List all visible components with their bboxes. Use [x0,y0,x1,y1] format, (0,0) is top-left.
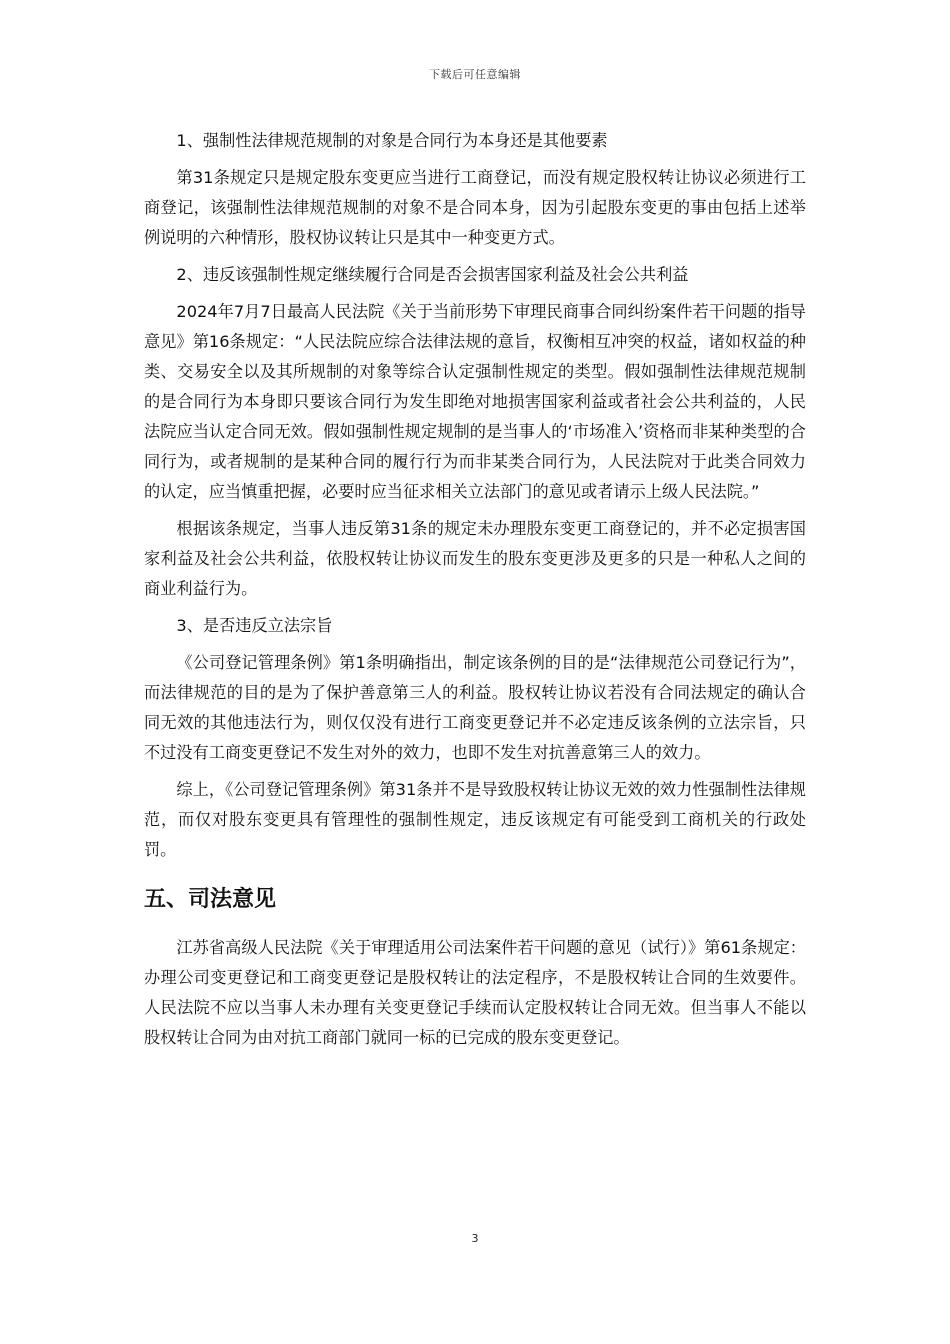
subheading-1: 1、强制性法律规范规制的对象是合同行为本身还是其他要素 [176,131,608,150]
section-heading: 五、司法意见 [144,887,277,912]
paragraph-4: 《公司登记管理条例》第1条明确指出，制定该条例的目的是“法律规范公司登记行为”，而法律规范的目的是为了保护善意第三人的利益。股权转让协议若没有合同法规定的确认合同无效的其他违法行为，则仅仅没有进行工商变更登记并不必定违反该条例的立法宗旨，只不过没有工商变更登记不发生对外的效力，也即不发生对抗善意第三人的效力。 [144,653,806,762]
page-number: 3 [471,1232,479,1245]
paragraph-6: 江苏省高级人民法院《关于审理适用公司法案件若干问题的意见（试行）》第61条规定：办理公司变更登记和工商变更登记是股权转让的法定程序，不是股权转让合同的生效要件。人民法院不应以当事人未办理有关变更登记手续而认定股权转让合同无效。但当事人不能以股权转让合同为由对抗工商部门就同一标的已完成的股东变更登记。 [144,938,806,1047]
document-body [144,126,806,1060]
paragraph-5: 综上，《公司登记管理条例》第31条并不是导致股权转让协议无效的效力性强制性法律规范，而仅对股东变更具有管理性的强制性规定，违反该规定有可能受到工商机关的行政处罚。 [144,780,806,859]
subheading-2: 2、违反该强制性规定继续履行合同是否会损害国家利益及社会公共利益 [176,265,689,284]
subheading-3: 3、是否违反立法宗旨 [176,616,333,635]
paragraph-1: 第31条规定只是规定股东变更应当进行工商登记，而没有规定股权转让协议必须进行工商登记，该强制性法律规范规制的对象不是合同本身，因为引起股东变更的事由包括上述举例说明的六种情形，股权协议转让只是其中一种变更方式。 [144,168,806,247]
page-header: 下载后可任意编辑 [429,68,521,81]
paragraph-2: 2024年7月7日最高人民法院《关于当前形势下审理民商事合同纠纷案件若干问题的指导意见》第16条规定：“人民法院应综合法律法规的意旨，权衡相互冲突的权益，诸如权益的种类、交易安全以及其所规制的对象等综合认定强制性规定的类型。假如强制性法律规范规制的是合同行为本身即只要该合同行为发生即绝对地损害国家利益或者社会公共利益的，人民法院应当认定合同无效。假如强制性规定规制的是当事人的‘市场准入’资格而非某种类型的合同行为，或者规制的是某种合同的履行行为而非某类合同行为，人民法院对于此类合同效力的认定，应当慎重把握，必要时应当征求相关立法部门的意见或者请示上级人民法院。” [144,302,806,501]
paragraph-3: 根据该条规定，当事人违反第31条的规定未办理股东变更工商登记的，并不必定损害国家利益及社会公共利益，依股权转让协议而发生的股东变更涉及更多的只是一种私人之间的商业利益行为。 [144,519,806,598]
